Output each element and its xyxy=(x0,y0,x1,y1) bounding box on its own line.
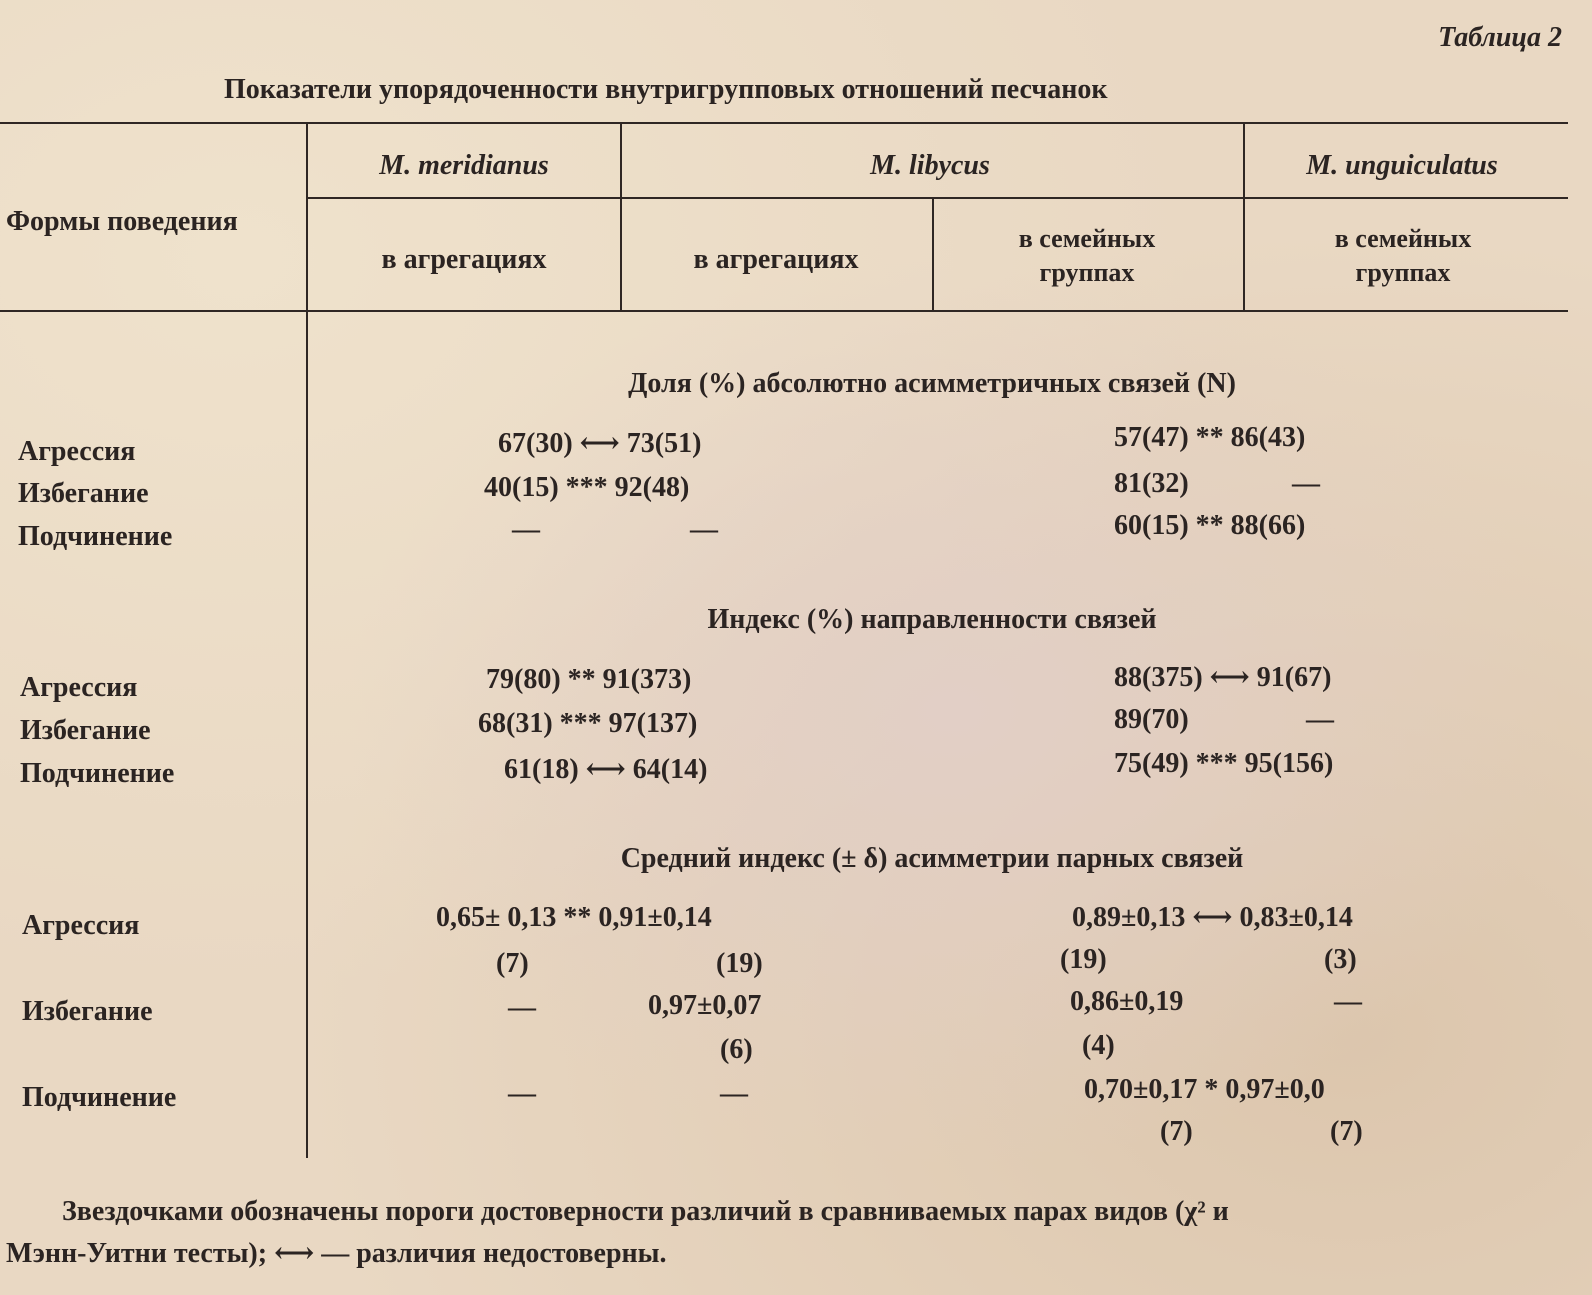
cell-right-n: (19) xyxy=(1060,944,1107,975)
cell-left: 79(80) ** 91(373) xyxy=(486,664,692,695)
table-label: Таблица 2 xyxy=(1438,22,1562,53)
row-label-avoidance: Избегание xyxy=(22,996,153,1027)
row-label-aggression: Агрессия xyxy=(22,910,140,941)
row-label-avoidance: Избегание xyxy=(20,715,151,746)
cell-right: 81(32) xyxy=(1114,468,1189,499)
species-meridianus: M. meridianus xyxy=(379,150,549,181)
cell-right: 89(70) xyxy=(1114,704,1189,735)
cell-left: 40(15) *** 92(48) xyxy=(484,472,690,503)
cell-right-n: (7) xyxy=(1160,1116,1193,1147)
cell-right: 0,70±0,17 * 0,97±0,0 xyxy=(1084,1074,1325,1105)
cell-left-n: (19) xyxy=(716,948,763,979)
cell-left-n: (6) xyxy=(720,1034,753,1065)
row-label-avoidance: Избегание xyxy=(18,478,149,509)
cell-left: — xyxy=(512,514,540,545)
cell-left: 0,65± 0,13 ** 0,91±0,14 xyxy=(436,902,712,933)
cell-right: 88(375) ⟷ 91(67) xyxy=(1114,662,1332,693)
row-label-submission: Подчинение xyxy=(20,758,175,789)
cell-left: — xyxy=(720,1078,748,1109)
row-label-submission: Подчинение xyxy=(18,521,173,552)
subgroup-libycus-family: в семейных группах xyxy=(1018,224,1156,287)
table-title: Показатели упорядоченности внутригрупповых отношений песчанок xyxy=(224,74,1108,105)
cell-right: — xyxy=(1292,468,1320,499)
section-title-direction-index: Индекс (%) направленности связей xyxy=(707,604,1157,635)
subgroup-libycus-aggregation: в агрегациях xyxy=(693,244,859,275)
cell-right: 60(15) ** 88(66) xyxy=(1114,510,1306,541)
section-title-mean-asymmetry-index: Средний индекс (± δ) асимметрии парных связей xyxy=(620,843,1244,874)
cell-right: 0,86±0,19 xyxy=(1070,986,1184,1017)
cell-right: 0,89±0,13 ⟷ 0,83±0,14 xyxy=(1072,902,1353,933)
subgroup-meridianus: в агрегациях xyxy=(381,244,547,275)
cell-left: 61(18) ⟷ 64(14) xyxy=(504,754,708,785)
section-title-asymmetric-share: Доля (%) абсолютно асимметричных связей (N) xyxy=(628,368,1236,399)
cell-right: 75(49) *** 95(156) xyxy=(1114,748,1334,779)
top-rule xyxy=(0,122,1568,124)
cell-left-n: (7) xyxy=(496,948,529,979)
cell-left: 0,97±0,07 xyxy=(648,990,762,1021)
row-header-divider xyxy=(306,122,308,1158)
row-label-aggression: Агрессия xyxy=(18,436,136,467)
cell-left: — xyxy=(690,514,718,545)
header-bottom-rule xyxy=(0,310,1568,312)
col-divider-1 xyxy=(620,122,622,310)
species-libycus: M. libycus xyxy=(870,150,990,181)
row-label-aggression: Агрессия xyxy=(20,672,138,703)
species-unguiculatus: M. unguiculatus xyxy=(1306,150,1498,181)
species-rule xyxy=(308,197,1568,199)
cell-left: 68(31) *** 97(137) xyxy=(478,708,698,739)
footnote-line-2: Мэнн-Уитни тесты); ⟷ — различия недостоверны. xyxy=(6,1238,667,1269)
cell-right-n: (3) xyxy=(1324,944,1357,975)
col-divider-3 xyxy=(1243,122,1245,310)
cell-right: 57(47) ** 86(43) xyxy=(1114,422,1306,453)
cell-left: — xyxy=(508,1078,536,1109)
row-header-label: Формы поведения xyxy=(6,206,238,237)
cell-left: — xyxy=(508,992,536,1023)
footnote-line-1: Звездочками обозначены пороги достоверности различий в сравниваемых парах видов (χ² и xyxy=(62,1196,1229,1227)
cell-right-n: (7) xyxy=(1330,1116,1363,1147)
row-label-submission: Подчинение xyxy=(22,1082,177,1113)
cell-right: — xyxy=(1306,704,1334,735)
col-divider-2 xyxy=(932,197,934,310)
cell-right: — xyxy=(1334,986,1362,1017)
subgroup-unguiculatus-family: в семейных группах xyxy=(1334,224,1472,287)
cell-right-n: (4) xyxy=(1082,1030,1115,1061)
cell-left: 67(30) ⟷ 73(51) xyxy=(498,428,702,459)
